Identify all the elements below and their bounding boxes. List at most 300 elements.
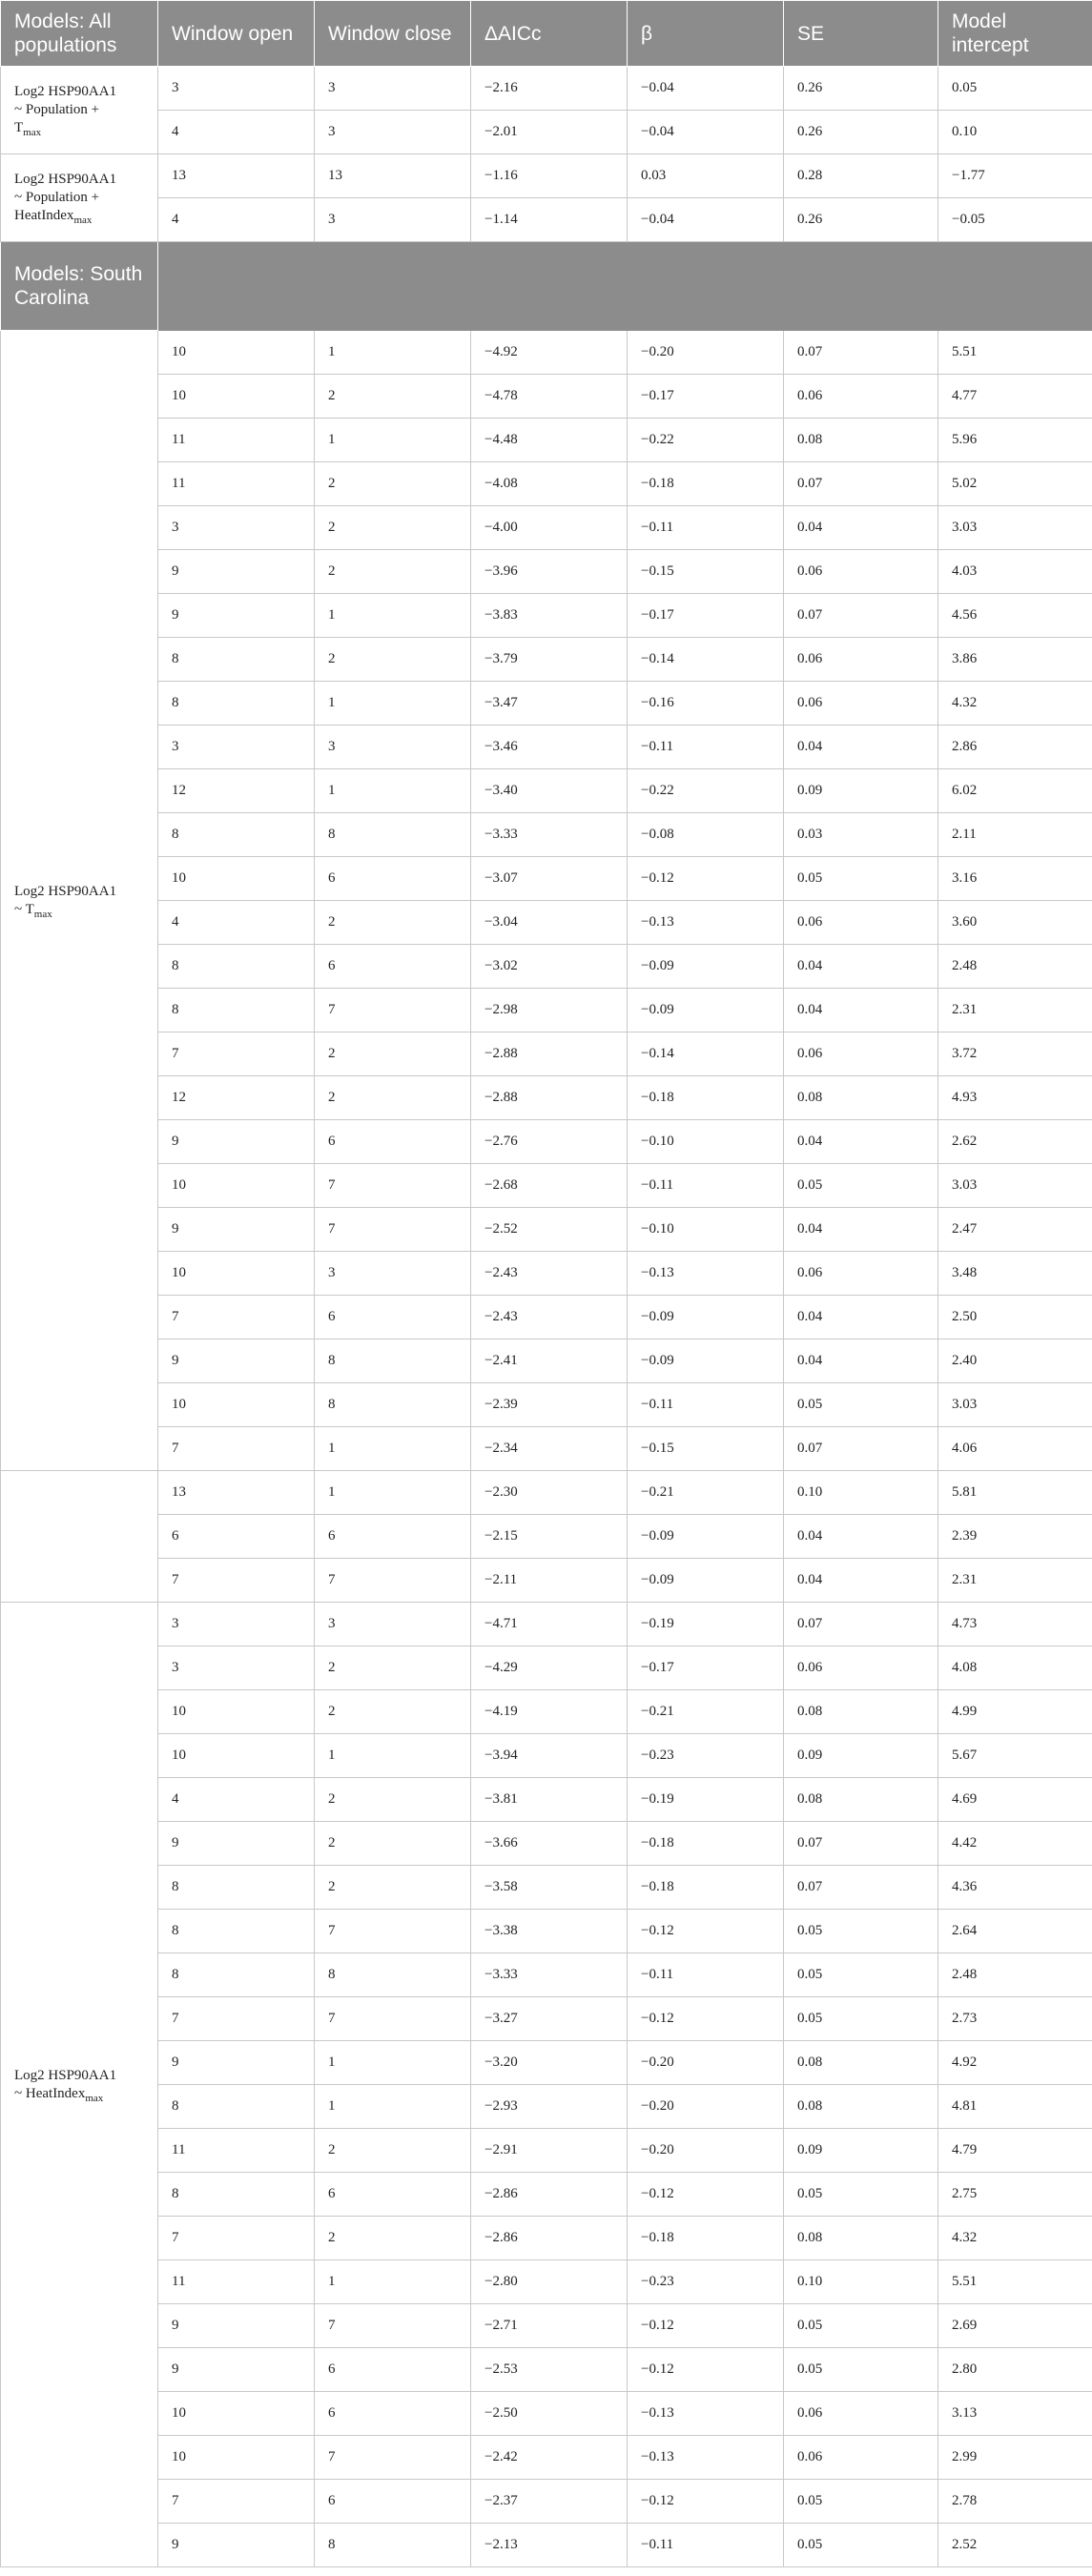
cell-se: 0.06	[784, 682, 938, 726]
model-line-2: ~	[14, 2085, 23, 2101]
cell-beta: −0.18	[628, 2217, 784, 2260]
cell-se: 0.28	[784, 154, 938, 198]
cell-beta: −0.20	[628, 2041, 784, 2085]
cell-intercept: 4.06	[938, 1427, 1092, 1471]
cell-window-close: 2	[315, 375, 471, 419]
cell-delta-aicc: −4.29	[471, 1646, 628, 1690]
cell-se: 0.06	[784, 638, 938, 682]
cell-intercept: −1.77	[938, 154, 1092, 198]
cell-window-close: 7	[315, 1559, 471, 1603]
table-row	[1, 769, 1092, 813]
cell-window-open: 9	[158, 1339, 315, 1383]
cell-se: 0.26	[784, 198, 938, 242]
cell-delta-aicc: −3.83	[471, 594, 628, 638]
cell-window-close: 7	[315, 1997, 471, 2041]
cell-se: 0.05	[784, 2480, 938, 2524]
cell-window-close: 2	[315, 1822, 471, 1866]
model-predictor: T	[14, 120, 24, 135]
cell-beta: −0.09	[628, 989, 784, 1032]
cell-beta: −0.17	[628, 1646, 784, 1690]
cell-delta-aicc: −2.43	[471, 1296, 628, 1339]
cell-window-open: 11	[158, 462, 315, 506]
table-row	[1, 506, 1092, 550]
cell-beta: −0.09	[628, 1515, 784, 1559]
cell-beta: −0.21	[628, 1471, 784, 1515]
cell-window-close: 6	[315, 1120, 471, 1164]
cell-delta-aicc: −4.19	[471, 1690, 628, 1734]
cell-intercept: 2.40	[938, 1339, 1092, 1383]
cell-window-close: 3	[315, 1603, 471, 1646]
cell-intercept: 2.62	[938, 1120, 1092, 1164]
cell-window-close: 6	[315, 2392, 471, 2436]
model-predictor-subscript: max	[33, 908, 52, 920]
cell-delta-aicc: −2.52	[471, 1208, 628, 1252]
cell-window-open: 8	[158, 1866, 315, 1910]
cell-window-open: 4	[158, 901, 315, 945]
header-row	[1, 1, 1092, 67]
table-row	[1, 989, 1092, 1032]
cell-beta: −0.10	[628, 1120, 784, 1164]
table-row	[1, 2217, 1092, 2260]
cell-se: 0.08	[784, 419, 938, 462]
cell-intercept: 2.73	[938, 1997, 1092, 2041]
cell-se: 0.10	[784, 2260, 938, 2304]
cell-window-open: 4	[158, 1778, 315, 1822]
cell-window-open: 8	[158, 1910, 315, 1953]
cell-se: 0.04	[784, 1208, 938, 1252]
cell-window-open: 10	[158, 1690, 315, 1734]
cell-window-open: 10	[158, 331, 315, 375]
cell-beta: −0.12	[628, 1997, 784, 2041]
column-header-se: SE	[784, 1, 938, 67]
model-cell	[1, 154, 158, 242]
cell-se: 0.26	[784, 111, 938, 154]
cell-window-open: 3	[158, 726, 315, 769]
table-row	[1, 1076, 1092, 1120]
cell-beta: −0.11	[628, 2524, 784, 2567]
cell-se: 0.04	[784, 726, 938, 769]
cell-se: 0.05	[784, 2304, 938, 2348]
cell-intercept: 3.72	[938, 1032, 1092, 1076]
cell-intercept: 2.47	[938, 1208, 1092, 1252]
cell-delta-aicc: −3.66	[471, 1822, 628, 1866]
cell-intercept: 2.75	[938, 2173, 1092, 2217]
section-header-row	[1, 242, 1092, 331]
cell-se: 0.08	[784, 1076, 938, 1120]
cell-intercept: 2.99	[938, 2436, 1092, 2480]
cell-window-open: 9	[158, 2348, 315, 2392]
cell-intercept: 6.02	[938, 769, 1092, 813]
cell-window-close: 1	[315, 1471, 471, 1515]
cell-se: 0.04	[784, 989, 938, 1032]
cell-delta-aicc: −2.50	[471, 2392, 628, 2436]
table-row	[1, 1866, 1092, 1910]
cell-delta-aicc: −2.86	[471, 2217, 628, 2260]
cell-window-close: 2	[315, 638, 471, 682]
cell-intercept: 4.56	[938, 594, 1092, 638]
cell-intercept: 3.03	[938, 1164, 1092, 1208]
table-row	[1, 1471, 1092, 1515]
cell-delta-aicc: −3.27	[471, 1997, 628, 2041]
cell-beta: −0.12	[628, 2348, 784, 2392]
cell-delta-aicc: −2.34	[471, 1427, 628, 1471]
cell-window-close: 6	[315, 1515, 471, 1559]
cell-delta-aicc: −3.40	[471, 769, 628, 813]
cell-window-open: 9	[158, 2041, 315, 2085]
cell-delta-aicc: −2.15	[471, 1515, 628, 1559]
table-row	[1, 2392, 1092, 2436]
cell-delta-aicc: −2.42	[471, 2436, 628, 2480]
cell-window-open: 8	[158, 2173, 315, 2217]
cell-window-open: 9	[158, 2304, 315, 2348]
cell-window-open: 7	[158, 2217, 315, 2260]
cell-window-close: 1	[315, 331, 471, 375]
cell-window-open: 10	[158, 2392, 315, 2436]
cell-intercept: 2.69	[938, 2304, 1092, 2348]
cell-se: 0.04	[784, 1120, 938, 1164]
cell-delta-aicc: −4.71	[471, 1603, 628, 1646]
cell-delta-aicc: −4.78	[471, 375, 628, 419]
table-row	[1, 1778, 1092, 1822]
table-row	[1, 1953, 1092, 1997]
cell-se: 0.07	[784, 1427, 938, 1471]
cell-intercept: 4.79	[938, 2129, 1092, 2173]
cell-intercept: 2.78	[938, 2480, 1092, 2524]
cell-window-close: 7	[315, 1910, 471, 1953]
cell-intercept: 2.52	[938, 2524, 1092, 2567]
section-all-populations	[1, 67, 1092, 242]
cell-intercept: 4.99	[938, 1690, 1092, 1734]
cell-delta-aicc: −2.30	[471, 1471, 628, 1515]
model-line-2: ~	[14, 901, 23, 917]
cell-intercept: 2.31	[938, 1559, 1092, 1603]
cell-intercept: 3.86	[938, 638, 1092, 682]
cell-window-close: 2	[315, 1690, 471, 1734]
cell-beta: −0.20	[628, 2129, 784, 2173]
cell-delta-aicc: −3.94	[471, 1734, 628, 1778]
cell-intercept: 4.81	[938, 2085, 1092, 2129]
cell-delta-aicc: −3.04	[471, 901, 628, 945]
cell-window-close: 6	[315, 945, 471, 989]
cell-window-close: 3	[315, 111, 471, 154]
cell-intercept: 2.31	[938, 989, 1092, 1032]
cell-se: 0.05	[784, 1164, 938, 1208]
table-row	[1, 1910, 1092, 1953]
cell-intercept: 2.48	[938, 945, 1092, 989]
cell-window-close: 1	[315, 682, 471, 726]
cell-delta-aicc: −4.00	[471, 506, 628, 550]
column-header-model-intercept: Model intercept	[938, 1, 1092, 67]
cell-delta-aicc: −2.93	[471, 2085, 628, 2129]
cell-window-close: 7	[315, 1164, 471, 1208]
cell-se: 0.07	[784, 331, 938, 375]
table-row	[1, 1822, 1092, 1866]
cell-window-open: 11	[158, 419, 315, 462]
cell-window-close: 2	[315, 506, 471, 550]
cell-beta: −0.09	[628, 1296, 784, 1339]
cell-beta: −0.21	[628, 1690, 784, 1734]
cell-window-open: 8	[158, 2085, 315, 2129]
table-row	[1, 1427, 1092, 1471]
cell-delta-aicc: −4.92	[471, 331, 628, 375]
cell-window-close: 3	[315, 726, 471, 769]
cell-delta-aicc: −2.68	[471, 1164, 628, 1208]
cell-beta: −0.10	[628, 1208, 784, 1252]
cell-window-close: 6	[315, 2480, 471, 2524]
cell-beta: −0.23	[628, 1734, 784, 1778]
cell-window-close: 8	[315, 1339, 471, 1383]
table-row	[1, 419, 1092, 462]
table-row	[1, 550, 1092, 594]
cell-delta-aicc: −3.81	[471, 1778, 628, 1822]
cell-delta-aicc: −1.14	[471, 198, 628, 242]
cell-window-open: 7	[158, 1296, 315, 1339]
table-row	[1, 638, 1092, 682]
cell-beta: −0.19	[628, 1603, 784, 1646]
cell-beta: −0.16	[628, 682, 784, 726]
cell-delta-aicc: −2.98	[471, 989, 628, 1032]
model-cell	[1, 1603, 158, 2567]
table-row	[1, 857, 1092, 901]
table-row	[1, 1515, 1092, 1559]
cell-intercept: 3.13	[938, 2392, 1092, 2436]
model-line-1: Log2 HSP90AA1	[14, 172, 117, 187]
table-row	[1, 2436, 1092, 2480]
model-line-2: ~ Population +	[14, 102, 100, 117]
cell-delta-aicc: −3.02	[471, 945, 628, 989]
cell-se: 0.04	[784, 1339, 938, 1383]
section-header-fill	[158, 242, 1092, 331]
table-row	[1, 594, 1092, 638]
cell-delta-aicc: −3.38	[471, 1910, 628, 1953]
cell-window-open: 10	[158, 1164, 315, 1208]
cell-window-close: 2	[315, 2129, 471, 2173]
cell-se: 0.03	[784, 813, 938, 857]
model-cell	[1, 67, 158, 154]
cell-beta: −0.13	[628, 1252, 784, 1296]
cell-window-open: 13	[158, 1471, 315, 1515]
cell-se: 0.04	[784, 1296, 938, 1339]
cell-window-open: 7	[158, 2480, 315, 2524]
table-row	[1, 1339, 1092, 1383]
cell-delta-aicc: −2.88	[471, 1076, 628, 1120]
column-header-window-open: Window open	[158, 1, 315, 67]
cell-intercept: 5.51	[938, 331, 1092, 375]
cell-delta-aicc: −2.41	[471, 1339, 628, 1383]
cell-window-open: 9	[158, 1208, 315, 1252]
cell-se: 0.06	[784, 2436, 938, 2480]
cell-se: 0.07	[784, 462, 938, 506]
cell-delta-aicc: −2.76	[471, 1120, 628, 1164]
cell-window-open: 13	[158, 154, 315, 198]
cell-window-close: 1	[315, 1427, 471, 1471]
cell-delta-aicc: −2.43	[471, 1252, 628, 1296]
cell-se: 0.04	[784, 1515, 938, 1559]
table-row	[1, 375, 1092, 419]
cell-beta: −0.12	[628, 2304, 784, 2348]
cell-intercept: 4.77	[938, 375, 1092, 419]
table-row	[1, 1252, 1092, 1296]
cell-window-open: 9	[158, 1120, 315, 1164]
cell-intercept: 2.11	[938, 813, 1092, 857]
cell-se: 0.08	[784, 1690, 938, 1734]
table-row	[1, 2041, 1092, 2085]
cell-intercept: 5.67	[938, 1734, 1092, 1778]
cell-window-open: 10	[158, 1252, 315, 1296]
cell-window-close: 8	[315, 1953, 471, 1997]
cell-intercept: 4.69	[938, 1778, 1092, 1822]
cell-window-close: 1	[315, 1734, 471, 1778]
cell-window-open: 7	[158, 1032, 315, 1076]
cell-window-close: 2	[315, 1032, 471, 1076]
cell-window-close: 6	[315, 2348, 471, 2392]
cell-window-open: 8	[158, 813, 315, 857]
cell-beta: −0.14	[628, 1032, 784, 1076]
cell-beta: −0.19	[628, 1778, 784, 1822]
table-row	[1, 462, 1092, 506]
cell-intercept: 4.36	[938, 1866, 1092, 1910]
cell-intercept: 4.32	[938, 682, 1092, 726]
cell-intercept: 4.93	[938, 1076, 1092, 1120]
table-row	[1, 682, 1092, 726]
cell-window-open: 8	[158, 945, 315, 989]
cell-beta: −0.20	[628, 331, 784, 375]
cell-delta-aicc: −3.79	[471, 638, 628, 682]
cell-delta-aicc: −2.37	[471, 2480, 628, 2524]
cell-delta-aicc: −2.53	[471, 2348, 628, 2392]
model-cell	[1, 1471, 158, 1603]
cell-delta-aicc: −2.11	[471, 1559, 628, 1603]
cell-se: 0.09	[784, 2129, 938, 2173]
cell-window-open: 11	[158, 2260, 315, 2304]
table-row	[1, 1032, 1092, 1076]
table-row	[1, 1208, 1092, 1252]
table-row	[1, 1997, 1092, 2041]
table-row	[1, 2129, 1092, 2173]
table-row	[1, 813, 1092, 857]
cell-se: 0.06	[784, 1252, 938, 1296]
cell-intercept: 2.50	[938, 1296, 1092, 1339]
cell-window-open: 10	[158, 375, 315, 419]
cell-window-open: 9	[158, 2524, 315, 2567]
cell-delta-aicc: −3.58	[471, 1866, 628, 1910]
cell-se: 0.26	[784, 67, 938, 111]
model-predictor: HeatIndex	[14, 208, 74, 223]
cell-beta: −0.23	[628, 2260, 784, 2304]
cell-window-close: 7	[315, 989, 471, 1032]
cell-delta-aicc: −2.01	[471, 111, 628, 154]
cell-beta: −0.04	[628, 198, 784, 242]
cell-delta-aicc: −2.71	[471, 2304, 628, 2348]
table-row	[1, 154, 1092, 198]
cell-window-close: 1	[315, 594, 471, 638]
table-row	[1, 331, 1092, 375]
cell-window-close: 1	[315, 2085, 471, 2129]
cell-window-open: 4	[158, 111, 315, 154]
cell-window-close: 6	[315, 1296, 471, 1339]
cell-se: 0.04	[784, 1559, 938, 1603]
cell-beta: −0.11	[628, 726, 784, 769]
cell-se: 0.05	[784, 2524, 938, 2567]
cell-window-open: 12	[158, 1076, 315, 1120]
cell-intercept: −0.05	[938, 198, 1092, 242]
cell-window-close: 2	[315, 1646, 471, 1690]
cell-intercept: 2.48	[938, 1953, 1092, 1997]
table-row	[1, 2524, 1092, 2567]
cell-intercept: 2.80	[938, 2348, 1092, 2392]
cell-window-close: 2	[315, 1866, 471, 1910]
cell-beta: −0.22	[628, 419, 784, 462]
cell-se: 0.05	[784, 1383, 938, 1427]
cell-beta: −0.04	[628, 111, 784, 154]
cell-window-open: 11	[158, 2129, 315, 2173]
cell-window-close: 7	[315, 2436, 471, 2480]
cell-se: 0.05	[784, 1953, 938, 1997]
cell-beta: −0.18	[628, 462, 784, 506]
cell-window-close: 8	[315, 813, 471, 857]
cell-beta: −0.17	[628, 375, 784, 419]
model-predictor: HeatIndex	[25, 2085, 86, 2101]
cell-beta: −0.13	[628, 901, 784, 945]
cell-window-open: 8	[158, 682, 315, 726]
cell-intercept: 5.51	[938, 2260, 1092, 2304]
cell-se: 0.06	[784, 1646, 938, 1690]
table-row	[1, 1296, 1092, 1339]
cell-window-open: 10	[158, 857, 315, 901]
cell-intercept: 5.96	[938, 419, 1092, 462]
table-row	[1, 1120, 1092, 1164]
cell-delta-aicc: −1.16	[471, 154, 628, 198]
cell-intercept: 2.86	[938, 726, 1092, 769]
column-header-delta-aicc: ΔAICc	[471, 1, 628, 67]
cell-beta: −0.17	[628, 594, 784, 638]
model-predictor-subscript: max	[73, 215, 93, 226]
cell-se: 0.06	[784, 375, 938, 419]
cell-delta-aicc: −2.13	[471, 2524, 628, 2567]
cell-se: 0.08	[784, 2085, 938, 2129]
table-row	[1, 1734, 1092, 1778]
table-row	[1, 945, 1092, 989]
cell-window-open: 8	[158, 989, 315, 1032]
cell-window-open: 7	[158, 1997, 315, 2041]
cell-delta-aicc: −3.96	[471, 550, 628, 594]
cell-beta: −0.12	[628, 1910, 784, 1953]
cell-se: 0.04	[784, 945, 938, 989]
model-predictor-subscript: max	[23, 127, 42, 138]
cell-delta-aicc: −2.91	[471, 2129, 628, 2173]
cell-intercept: 5.02	[938, 462, 1092, 506]
cell-beta: −0.18	[628, 1076, 784, 1120]
cell-window-close: 2	[315, 2217, 471, 2260]
cell-window-close: 3	[315, 67, 471, 111]
model-line-1: Log2 HSP90AA1	[14, 84, 117, 99]
cell-beta: 0.03	[628, 154, 784, 198]
cell-se: 0.05	[784, 1997, 938, 2041]
cell-window-open: 10	[158, 1734, 315, 1778]
cell-delta-aicc: −2.39	[471, 1383, 628, 1427]
cell-beta: −0.11	[628, 1953, 784, 1997]
cell-intercept: 0.10	[938, 111, 1092, 154]
cell-window-close: 2	[315, 1076, 471, 1120]
cell-se: 0.10	[784, 1471, 938, 1515]
cell-beta: −0.08	[628, 813, 784, 857]
cell-intercept: 4.42	[938, 1822, 1092, 1866]
column-header-beta: β	[628, 1, 784, 67]
cell-se: 0.07	[784, 1866, 938, 1910]
cell-window-open: 3	[158, 67, 315, 111]
cell-delta-aicc: −3.46	[471, 726, 628, 769]
cell-window-open: 9	[158, 1822, 315, 1866]
